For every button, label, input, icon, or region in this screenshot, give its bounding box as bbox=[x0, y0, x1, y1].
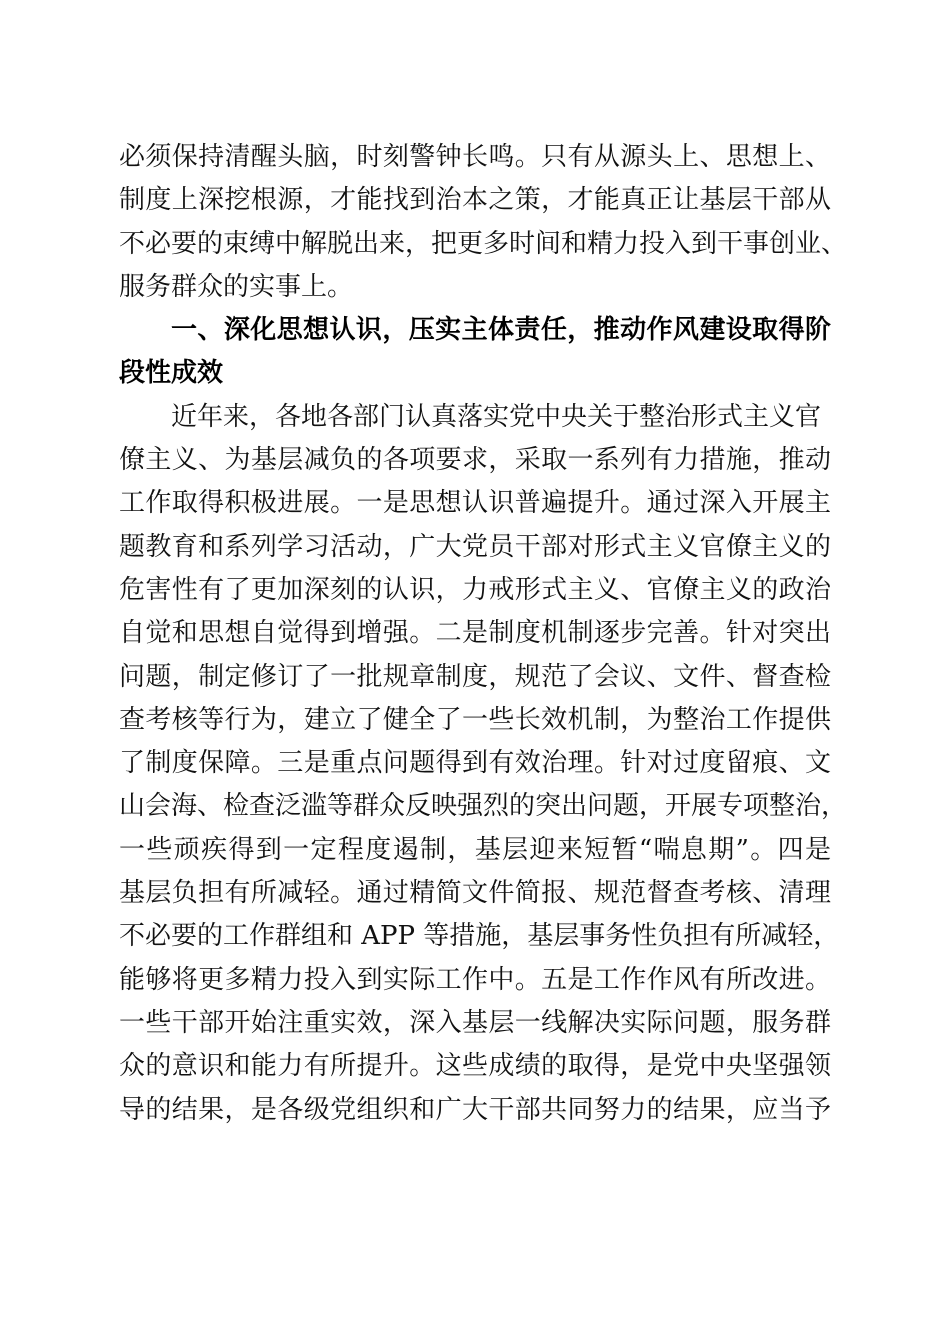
text-line: 服务群众的实事上。 bbox=[119, 271, 354, 302]
text-line: 僚主义、为基层减负的各项要求，采取一系列有力措施，推动 bbox=[119, 445, 831, 476]
heading-line: 段性成效 bbox=[119, 358, 224, 389]
text-line: 基层负担有所减轻。通过精简文件简报、规范督查考核、清理 bbox=[119, 878, 831, 909]
text-line: 导的结果，是各级党组织和广大干部共同努力的结果，应当予 bbox=[119, 1094, 831, 1125]
text-line: 众的意识和能力有所提升。这些成绩的取得，是党中央坚强领 bbox=[119, 1051, 831, 1082]
text-line: 问题，制定修订了一批规章制度，规范了会议、文件、督查检 bbox=[119, 661, 831, 692]
heading-line: 一、深化思想认识，压实主体责任，推动作风建设取得阶 bbox=[171, 315, 831, 346]
text-line: 近年来，各地各部门认真落实党中央关于整治形式主义官 bbox=[171, 401, 822, 432]
text-line: 题教育和系列学习活动，广大党员干部对形式主义官僚主义的 bbox=[119, 531, 831, 562]
text-line: 了制度保障。三是重点问题得到有效治理。针对过度留痕、文 bbox=[119, 748, 831, 779]
text-line: 山会海、检查泛滥等群众反映强烈的突出问题，开展专项整治， bbox=[119, 791, 848, 822]
paragraph-intro-continuation bbox=[119, 136, 848, 309]
text-line: 自觉和思想自觉得到增强。二是制度机制逐步完善。针对突出 bbox=[119, 618, 831, 649]
document-body bbox=[119, 136, 848, 1132]
text-line: 危害性有了更加深刻的认识，力戒形式主义、官僚主义的政治 bbox=[119, 574, 831, 605]
text-line: 能够将更多精力投入到实际工作中。五是工作作风有所改进。 bbox=[119, 964, 831, 995]
paragraph-achievements bbox=[119, 396, 848, 1132]
text-line: 一些顽疾得到一定程度遏制，基层迎来短暂“喘息期”。四是 bbox=[119, 834, 831, 865]
text-line: 必须保持清醒头脑，时刻警钟长鸣。只有从源头上、思想上、 bbox=[119, 142, 831, 172]
section-heading-1 bbox=[119, 309, 831, 396]
text-line: 查考核等行为，建立了健全了一些长效机制，为整治工作提供 bbox=[119, 704, 831, 735]
text-line: 工作取得积极进展。一是思想认识普遍提升。通过深入开展主 bbox=[119, 488, 831, 519]
text-line: 不必要的工作群组和 APP 等措施，基层事务性负担有所减轻， bbox=[119, 921, 840, 952]
text-line: 制度上深挖根源，才能找到治本之策，才能真正让基层干部从 bbox=[119, 185, 831, 216]
text-line: 不必要的束缚中解脱出来，把更多时间和精力投入到干事创业、 bbox=[119, 228, 848, 259]
text-line: 一些干部开始注重实效，深入基层一线解决实际问题，服务群 bbox=[119, 1007, 831, 1038]
